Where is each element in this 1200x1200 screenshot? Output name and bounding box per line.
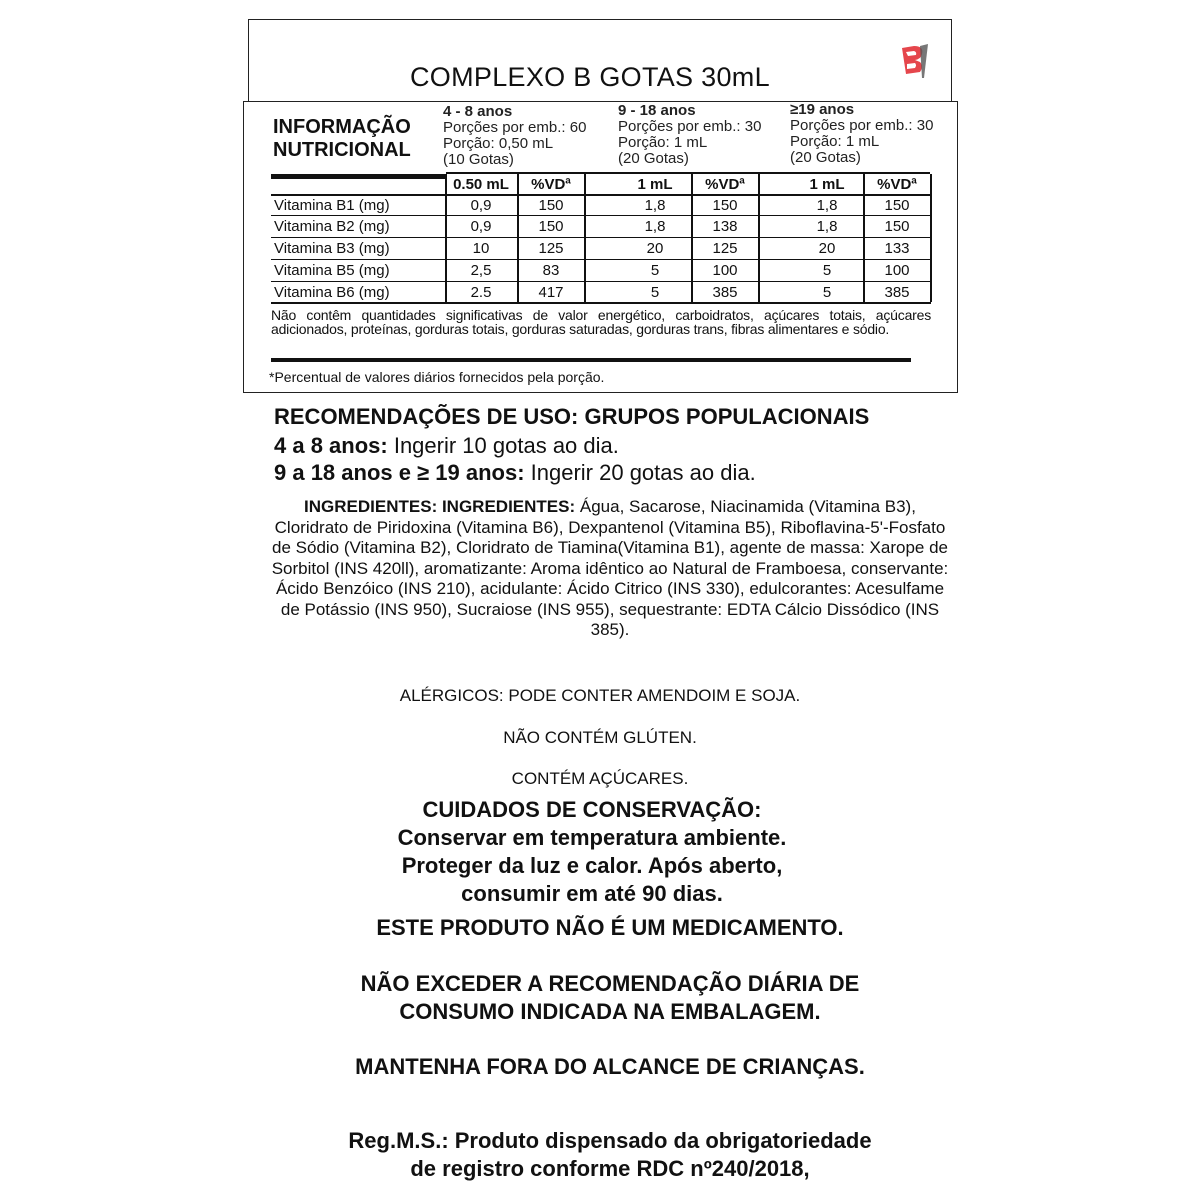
recommendation-dose-1: Ingerir 10 gotas ao dia.: [387, 433, 619, 458]
ingredients-label: INGREDIENTES: INGREDIENTES:: [304, 497, 576, 516]
nutrition-notice: Não contêm quantidades significativas de valor energético, carboidratos, açúcares totais, açúcares adicionados, proteínas, gorduras totais, gorduras saturadas, gorduras trans, fibras alimentares e sódio.: [271, 307, 931, 337]
nutrient-value: 125: [712, 240, 738, 257]
group-portion: Porção: 0,50 mL: [443, 135, 554, 152]
nutrient-name: Vitamina B2 (mg): [274, 218, 390, 235]
nutrient-value: 1,8: [816, 197, 838, 214]
nutrient-value: 5: [650, 284, 660, 301]
group-portion: Porção: 1 mL: [790, 133, 880, 150]
product-title: COMPLEXO B GOTAS 30mL: [410, 62, 770, 92]
nutrient-value: 385: [884, 284, 910, 301]
nutrient-value: 150: [884, 197, 910, 214]
nutrient-value: 100: [712, 262, 738, 279]
allergens-warning: ALÉRGICOS: PODE CONTER AMENDOIM E SOJA.: [399, 686, 801, 705]
storage-line-3: consumir em até 90 dias.: [461, 881, 723, 906]
ingredients-text: Água, Sacarose, Niacinamida (Vitamina B3), Cloridrato de Piridoxina (Vitamina B6), Dexpantenol (Vitamina B5), Riboflavina-5'-Fosfato de Sódio (Vitamina B2), Cloridrato de Tiamina(Vitamina B1), agente de massa: Xarope de Sorbitol (INS 420ll), aromatizante: Aroma idêntico ao Natural de Framboesa, conservante: Ácido Benzóico (INS 210), acidulante: Ácido Citrico (INS 330), edulcorantes: Acesulfame de Potássio (INS 950), Sucraiose (INS 955), sequestrante: EDTA Cálcio Dissódico (INS 385).: [271, 497, 949, 639]
storage-line-2: Proteger da luz e calor. Após aberto,: [401, 853, 783, 878]
nutrient-name: Vitamina B6 (mg): [274, 284, 390, 301]
recommendations-title: RECOMENDAÇÕES DE USO: GRUPOS POPULACIONAIS: [274, 404, 870, 429]
group-drops: (20 Gotas): [790, 149, 861, 166]
nutrient-value: 385: [712, 284, 738, 301]
group-drops: (10 Gotas): [443, 151, 514, 168]
group-servings: Porções por emb.: 30: [618, 118, 762, 135]
group-header-2: [618, 103, 761, 167]
nutrient-value: 1,8: [816, 218, 838, 235]
keep-away-warning: MANTENHA FORA DO ALCANCE DE CRIANÇAS.: [355, 1054, 865, 1079]
group-portion: Porção: 1 mL: [618, 134, 708, 151]
recommendation-age-2: 9 a 18 anos e ≥ 19 anos:: [274, 460, 525, 485]
recommendation-dose-2: Ingerir 20 gotas ao dia.: [524, 460, 756, 485]
notice-thick-rule: [271, 358, 911, 362]
nutrient-value: 1,8: [644, 197, 666, 214]
gluten-notice: NÃO CONTÉM GLÚTEN.: [503, 728, 697, 747]
nutrient-value: 417: [538, 284, 564, 301]
registration-line-2: de registro conforme RDC nº240/2018,: [410, 1156, 810, 1181]
nutrient-value: 5: [822, 284, 832, 301]
nutrient-value: 0,9: [470, 218, 492, 235]
nutrient-value: 100: [884, 262, 910, 279]
nutrient-name: Vitamina B1 (mg): [274, 197, 390, 214]
nutrition-footnote: *Percentual de valores diários fornecidos pela porção.: [269, 369, 605, 385]
nutrient-value: 5: [822, 262, 832, 279]
group-header-1: [443, 104, 586, 168]
col-rule: [758, 174, 760, 302]
nutrient-name: Vitamina B5 (mg): [274, 262, 390, 279]
storage-line-1: Conservar em temperatura ambiente.: [397, 825, 787, 850]
group-header-3: [790, 102, 933, 166]
dont-exceed-line-1: NÃO EXCEDER A RECOMENDAÇÃO DIÁRIA DE: [360, 971, 860, 996]
nutrient-value: 138: [712, 218, 738, 235]
recommendation-line-2: [274, 460, 756, 486]
nutrient-value: 83: [542, 262, 560, 279]
nutrient-value: 2,5: [470, 262, 492, 279]
nutrient-value: 10: [472, 240, 490, 257]
nutrient-value: 1,8: [644, 218, 666, 235]
group-servings: Porções por emb.: 60: [443, 119, 587, 136]
col-amount-3: 1 mL: [809, 176, 845, 193]
sugar-notice: CONTÉM AÇÚCARES.: [511, 769, 689, 788]
nutrition-title: [273, 116, 411, 162]
col-amount-1: 0.50 mL: [453, 176, 509, 193]
nutrition-title-line1: INFORMAÇÃO: [273, 116, 411, 138]
nutrient-value: 150: [538, 197, 564, 214]
nutrition-title-line2: NUTRICIONAL: [273, 139, 411, 161]
brand-logo-icon: [898, 42, 930, 80]
nutrient-value: 0,9: [470, 197, 492, 214]
group-age: ≥19 anos: [790, 101, 855, 118]
nutrient-value: 125: [538, 240, 564, 257]
col-vd-2: %VDª: [705, 176, 745, 193]
nutrient-name: Vitamina B3 (mg): [274, 240, 390, 257]
not-medicine-warning: ESTE PRODUTO NÃO É UM MEDICAMENTO.: [376, 915, 844, 940]
nutrient-value: 20: [818, 240, 836, 257]
nutrient-value: 150: [712, 197, 738, 214]
col-rule: [584, 174, 586, 302]
nutrient-value: 20: [646, 240, 664, 257]
registration-line-1: Reg.M.S.: Produto dispensado da obrigatoriedade: [348, 1128, 872, 1153]
dont-exceed-line-2: CONSUMO INDICADA NA EMBALAGEM.: [399, 999, 821, 1024]
nutrient-value: 150: [538, 218, 564, 235]
col-amount-2: 1 mL: [637, 176, 673, 193]
nutrient-value: 2.5: [470, 284, 492, 301]
recommendation-line-1: [274, 433, 619, 459]
group-age: 9 - 18 anos: [618, 102, 696, 119]
group-servings: Porções por emb.: 30: [790, 117, 934, 134]
col-vd-1: %VDª: [531, 176, 571, 193]
group-age: 4 - 8 anos: [443, 103, 513, 120]
nutrient-value: 133: [884, 240, 910, 257]
table-thick-rule-left: [271, 174, 446, 179]
nutrient-value: 150: [884, 218, 910, 235]
storage-title: CUIDADOS DE CONSERVAÇÃO:: [422, 797, 762, 822]
ingredients-block: [270, 497, 950, 641]
nutrient-value: 5: [650, 262, 660, 279]
col-vd-3: %VDª: [877, 176, 917, 193]
recommendation-age-1: 4 a 8 anos:: [274, 433, 388, 458]
group-drops: (20 Gotas): [618, 150, 689, 167]
col-rule: [930, 174, 932, 302]
